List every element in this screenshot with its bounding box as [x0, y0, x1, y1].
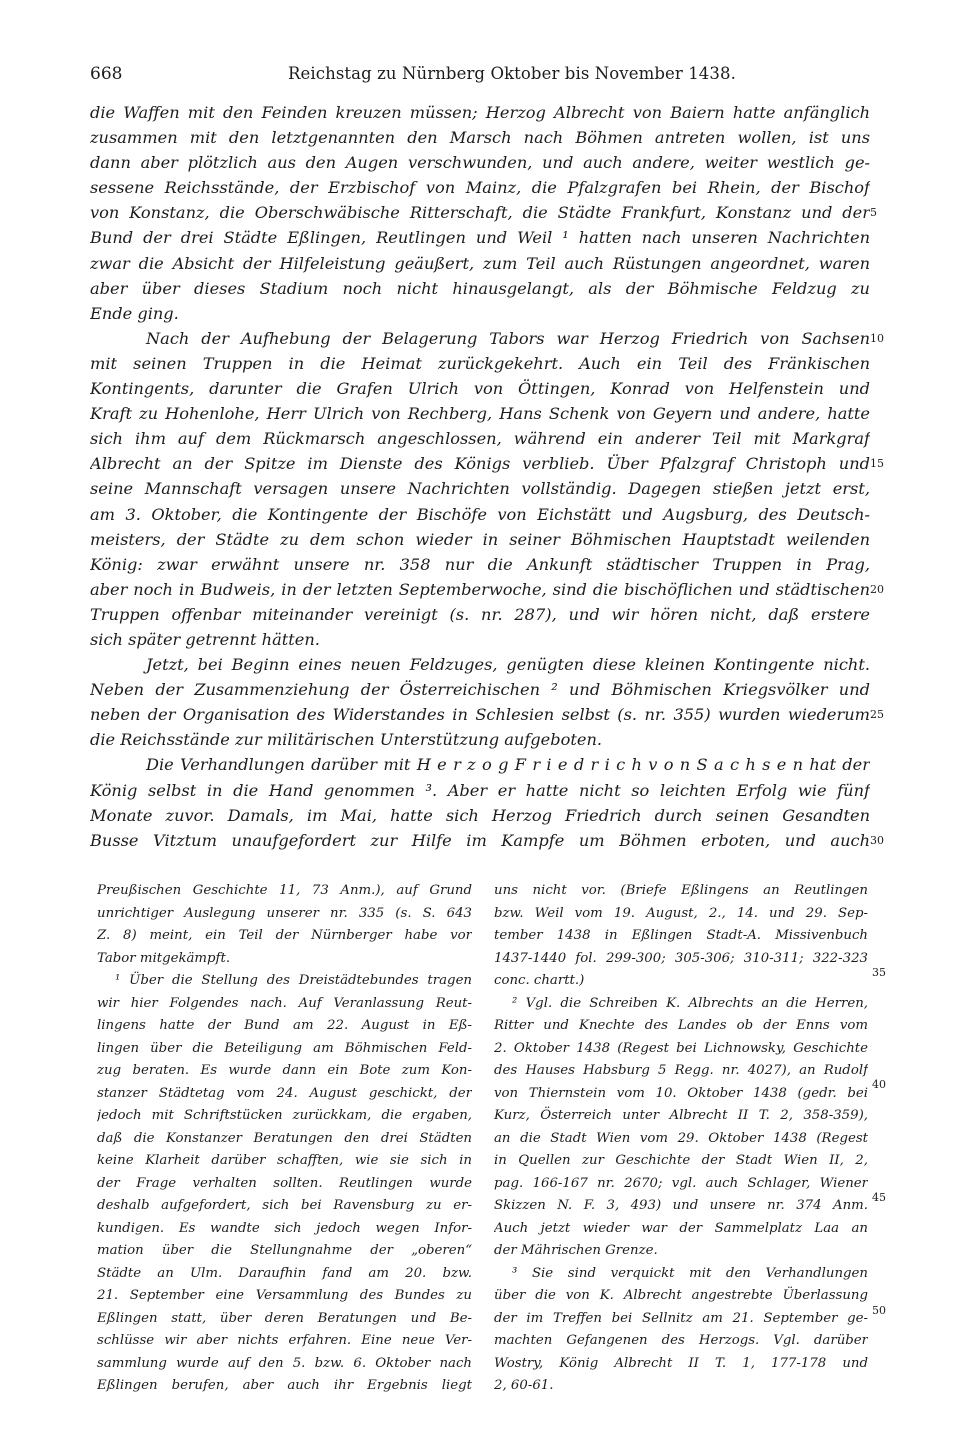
line-number: 35 — [872, 966, 886, 979]
text-line: sich ihm auf dem Rückmarsch angeschlossen, während ein anderer Teil mit Markgraf — [90, 429, 870, 449]
footnote-line: machten Gefangenen des Herzogs. Vgl. darüber — [494, 1333, 868, 1348]
footnote-line: lingen über die Beteiligung am Böhmischen Feld- — [97, 1040, 472, 1056]
text-line: von Konstanz, die Oberschwäbische Ritterschaft, die Städte Frankfurt, Konstanz und der — [90, 203, 870, 223]
footnote-line: ¹ Über die Stellung des Dreistädtebundes tragen — [115, 973, 472, 988]
line-number: 20 — [870, 583, 884, 596]
text-line: Jetzt, bei Beginn eines neuen Feldzuges, genügten diese kleinen Kontingente nicht. — [146, 655, 870, 675]
text-line: die Waffen mit den Feinden kreuzen müssen; Herzog Albrecht von Baiern hatte anfänglich — [90, 103, 870, 122]
line-number: 5 — [870, 206, 877, 219]
text-line: dann aber plötzlich aus den Augen verschwunden, und auch andere, weiter westlich ge- — [90, 153, 870, 173]
footnote-line: kundigen. Es wandte sich jedoch wegen Infor- — [97, 1220, 472, 1236]
footnote-line: 1437-1440 fol. 299-300; 305-306; 310-311; 322-323 — [494, 950, 868, 966]
footnote-line: schlüsse wir aber nichts erfahren. Eine neue Ver- — [97, 1333, 472, 1348]
footnote-line: bzw. Weil vom 19. August, 2., 14. und 29. Sep- — [494, 905, 868, 921]
text-line: aber noch in Budweis, in der letzten Septemberwoche, sind die bischöflichen und städtischen — [90, 579, 870, 599]
text-line: Busse Vitztum unaufgefordert zur Hilfe im Kampfe um Böhmen erboten, und auch — [90, 830, 870, 850]
text-line: Albrecht an der Spitze im Dienste des Königs verblieb. Über Pfalzgraf Christoph und — [90, 454, 870, 474]
footnote-line: der Mährischen Grenze. — [494, 1243, 658, 1258]
footnote-line: 2, 60-61. — [494, 1378, 554, 1393]
text-line: zwar die Absicht der Hilfeleistung geäußert, zum Teil auch Rüstungen angeordnet, waren — [90, 253, 870, 273]
text-line: Monate zuvor. Damals, im Mai, hatte sich Herzog Friedrich durch seinen Gesandten — [90, 805, 870, 825]
text-line: Neben der Zusammenziehung der Österreichischen ² und Böhmischen Kriegsvölker und — [90, 680, 870, 700]
text-line: aber über dieses Stadium noch nicht hinausgelangt, als der Böhmische Feldzug zu — [90, 278, 870, 298]
footnote-line: Wostry, König Albrecht II T. 1, 177-178 und — [494, 1355, 868, 1371]
text-line: König selbst in die Hand genommen ³. Aber er hatte nicht so leichten Erfolg wie fünf — [90, 780, 870, 800]
text-line: zusammen mit den letztgenannten den Marsch nach Böhmen antreten wollen, ist uns — [90, 128, 870, 148]
text-line: seine Mannschaft versagen unsere Nachrichten vollständig. Dagegen stießen jetzt erst, — [90, 479, 870, 499]
footnote-line: Kurz, Österreich unter Albrecht II T. 2, 358-359), — [494, 1108, 868, 1123]
text-line: sessene Reichsstände, der Erzbischof von Mainz, die Pfalzgrafen bei Rhein, der Bischof — [90, 178, 870, 198]
footnote-line: der Frage verhalten sollten. Reutlingen wurde — [97, 1175, 472, 1191]
footnote-line: Eßlingen berufen, aber auch ihr Ergebnis liegt — [97, 1378, 472, 1393]
footnote-line: ² Vgl. die Schreiben K. Albrechts an die Herren, — [512, 995, 868, 1011]
footnote-line: Ritter und Knechte des Landes ob der Enns vom — [494, 1018, 868, 1033]
footnote-line: pag. 166-167 nr. 2670; vgl. auch Schlager, Wiener — [494, 1175, 868, 1191]
footnote-line: wir hier Folgendes nach. Auf Veranlassung Reut- — [97, 995, 472, 1011]
footnote-line: lingens hatte der Bund am 22. August in Eß- — [97, 1018, 472, 1033]
line-number: 25 — [870, 708, 884, 721]
footnote-line: der im Treffen bei Sellnitz am 21. September ge- — [494, 1310, 868, 1326]
running-title: Reichstag zu Nürnberg Oktober bis November 1438. — [288, 64, 736, 83]
footnote-line: in Quellen zur Geschichte der Stadt Wien II, 2, — [494, 1153, 868, 1168]
text-line: sich später getrennt hätten. — [90, 629, 320, 649]
footnote-line: unrichtiger Auslegung unserer nr. 335 (s. S. 643 — [97, 905, 472, 921]
text-line: Die Verhandlungen darüber mit H e r z o g F r i e d r i c h v o n S a c h s e n hat der — [146, 755, 870, 775]
footnote-line: daß die Konstanzer Beratungen den drei Städten — [97, 1130, 472, 1146]
footnote-line: Skizzen N. F. 3, 493) und unsere nr. 374 Anm. — [494, 1198, 868, 1213]
footnote-line: Tabor mitgekämpft. — [97, 950, 231, 966]
text-line: Kraft zu Hohenlohe, Herr Ulrich von Rechberg, Hans Schenk von Geyern und andere, hatte — [90, 404, 870, 424]
footnotes-right-column — [494, 880, 868, 1398]
footnote-line: ³ Sie sind verquickt mit den Verhandlungen — [512, 1265, 868, 1281]
footnote-line: 2. Oktober 1438 (Regest bei Lichnowsky, Geschichte — [494, 1040, 868, 1056]
text-line: Kontingents, darunter die Grafen Ulrich von Öttingen, Konrad von Helfenstein und — [90, 379, 870, 399]
footnote-line: von Thiernstein vom 10. Oktober 1438 (gedr. bei — [494, 1085, 868, 1101]
footnote-line: sammlung wurde auf den 5. bzw. 6. Oktober nach — [97, 1355, 472, 1371]
footnote-line: Auch jetzt wieder war der Sammelplatz Laa an — [494, 1220, 868, 1236]
text-line: am 3. Oktober, die Kontingente der Bischöfe von Eichstätt und Augsburg, des Deutsch- — [90, 504, 870, 524]
text-line: neben der Organisation des Widerstandes in Schlesien selbst (s. nr. 355) wurden wiederum — [90, 705, 870, 725]
footnotes-left-column — [97, 880, 472, 1398]
footnote-line: Z. 8) meint, ein Teil der Nürnberger habe vor — [97, 928, 472, 943]
footnote-line: Preußischen Geschichte 11, 73 Anm.), auf Grund — [97, 883, 472, 898]
footnote-line: 21. September eine Versammlung des Bundes zu — [97, 1288, 472, 1303]
footnote-line: jedoch mit Schriftstücken zurückkam, die ergaben, — [97, 1108, 472, 1123]
footnote-line: zug beraten. Es wurde dann ein Bote zum Kon- — [97, 1063, 472, 1078]
text-line: Truppen offenbar miteinander vereinigt (s. nr. 287), und wir hören nicht, daß erstere — [90, 604, 870, 624]
line-number: 10 — [870, 332, 884, 345]
line-number: 50 — [872, 1304, 886, 1317]
text-line: Ende ging. — [90, 303, 179, 323]
footnote-line: tember 1438 in Eßlingen Stadt-A. Missivenbuch — [494, 928, 868, 943]
footnote-line: stanzer Städtetag vom 24. August geschickt, der — [97, 1085, 472, 1101]
main-text-block — [90, 100, 870, 853]
footnote-line: conc. chartt.) — [494, 973, 585, 988]
text-line: die Reichsstände zur militärischen Unterstützung aufgeboten. — [90, 730, 603, 750]
page-number: 668 — [90, 64, 123, 84]
footnote-line: keine Klarheit darüber schafften, wie sie sich in — [97, 1153, 472, 1168]
page-header — [90, 64, 866, 94]
footnote-line: mation über die Stellungnahme der „oberen“ — [97, 1243, 472, 1258]
text-line: Nach der Aufhebung der Belagerung Tabors war Herzog Friedrich von Sachsen — [146, 328, 870, 348]
footnote-line: uns nicht vor. (Briefe Eßlingens an Reutlingen — [494, 883, 868, 898]
footnote-line: des Hauses Habsburg 5 Regg. nr. 4027), an Rudolf — [494, 1063, 868, 1078]
footnote-line: Städte an Ulm. Daraufhin fand am 20. bzw. — [97, 1265, 472, 1281]
footnote-line: an die Stadt Wien vom 29. Oktober 1438 (Regest — [494, 1130, 868, 1146]
footnote-line: deshalb aufgefordert, sich bei Ravensburg zu er- — [97, 1198, 472, 1213]
footnote-line: Eßlingen statt, über deren Beratungen und Be- — [97, 1310, 472, 1326]
text-line: Bund der drei Städte Eßlingen, Reutlingen und Weil ¹ hatten nach unseren Nachrichten — [90, 228, 870, 248]
line-number: 30 — [870, 834, 884, 847]
text-line: meisters, der Städte zu dem schon wieder in seiner Böhmischen Hauptstadt weilenden — [90, 529, 870, 549]
text-line: König: zwar erwähnt unsere nr. 358 nur die Ankunft städtischer Truppen in Prag, — [90, 554, 870, 574]
text-line: mit seinen Truppen in die Heimat zurückgekehrt. Auch ein Teil des Fränkischen — [90, 353, 870, 373]
line-number: 45 — [872, 1191, 886, 1204]
footnote-line: über die von K. Albrecht angestrebte Überlassung — [494, 1288, 868, 1303]
line-number: 15 — [870, 457, 884, 470]
line-number: 40 — [872, 1078, 886, 1091]
